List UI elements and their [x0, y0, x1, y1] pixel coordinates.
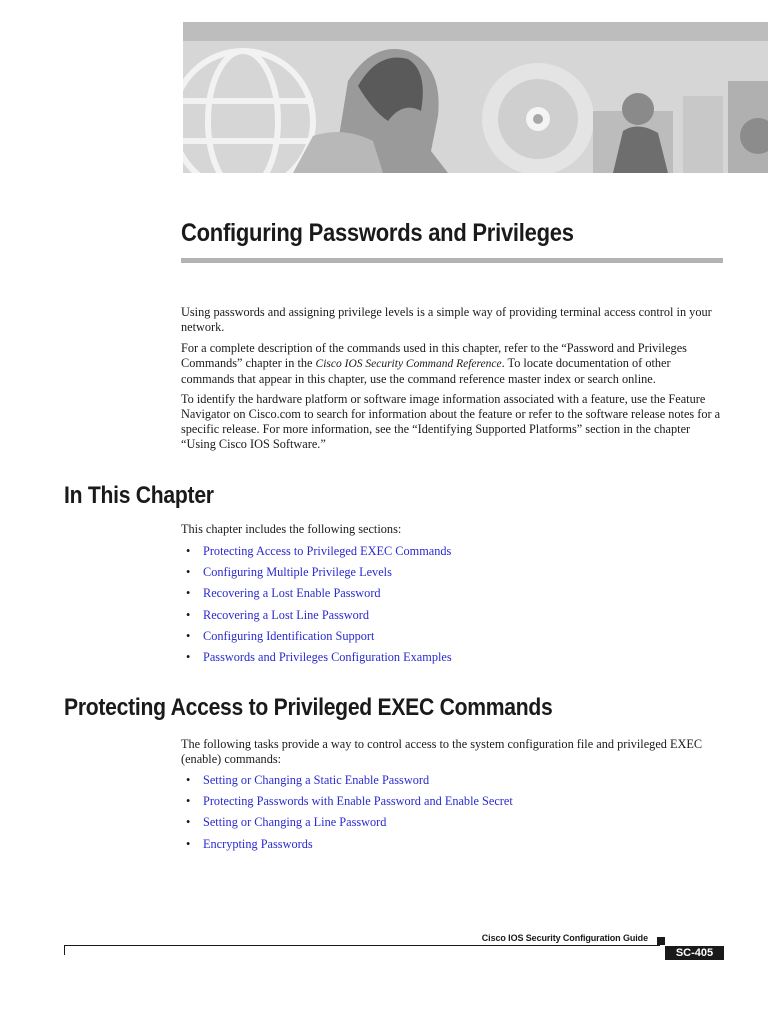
chapter-banner-image: [183, 22, 768, 173]
protecting-access-heading: Protecting Access to Privileged EXEC Commands: [64, 694, 553, 721]
list-item: [181, 565, 452, 586]
bullet-icon: •: [186, 586, 191, 601]
list-item: [181, 629, 452, 650]
intro-paragraph-1: Using passwords and assigning privilege levels is a simple way of providing terminal access control in your network.: [181, 305, 712, 334]
footer-guide-title: Cisco IOS Security Configuration Guide: [481, 933, 648, 943]
section-link[interactable]: Configuring Identification Support: [203, 628, 375, 643]
task-link[interactable]: Setting or Changing a Static Enable Password: [203, 773, 430, 787]
bullet-icon: •: [186, 836, 191, 851]
section-link[interactable]: Recovering a Lost Enable Password: [203, 586, 381, 601]
list-item: [181, 773, 513, 794]
bullet-icon: •: [186, 794, 191, 809]
section-link[interactable]: Recovering a Lost Line Password: [203, 607, 369, 622]
task-link[interactable]: Protecting Passwords with Enable Password and Enable Secret: [203, 794, 513, 809]
intro-p2-text-after: . To locate documentation of other commands that appear in this chapter, use the command reference master index or search online.: [181, 356, 671, 386]
banner-top-bar: [183, 22, 768, 41]
list-item: [181, 650, 452, 671]
in-this-chapter-lead: This chapter includes the following sections:: [181, 522, 402, 536]
list-item: [181, 544, 452, 565]
task-link[interactable]: Setting or Changing a Line Password: [203, 815, 387, 830]
bullet-icon: •: [186, 544, 191, 558]
list-item: [181, 794, 513, 815]
banner-illustration: [183, 41, 768, 173]
footer-marker-square: [657, 937, 665, 945]
page-number-badge: SC-405: [665, 946, 724, 960]
footer-rule-tick: [64, 945, 65, 955]
protecting-task-list: [181, 773, 513, 858]
bullet-icon: •: [186, 628, 191, 643]
bullet-icon: •: [186, 773, 191, 787]
footer-rule: [64, 945, 660, 946]
intro-paragraph-3: To identify the hardware platform or software image information associated with a feature, use the Feature Navigator on Cisco.com to search for information about the feature or refer to the software release notes for a specific release. For more information, see the “Identifying Supported Platforms” section in the chapter “Using Cisco IOS Software.”: [181, 392, 721, 451]
section-link[interactable]: Protecting Access to Privileged EXEC Commands: [203, 544, 452, 558]
task-link[interactable]: Encrypting Passwords: [203, 836, 313, 851]
list-item: [181, 608, 452, 629]
bullet-icon: •: [186, 815, 191, 830]
intro-paragraph-2: [181, 341, 723, 387]
list-item: [181, 837, 513, 858]
title-underline: [181, 258, 723, 263]
bullet-icon: •: [186, 565, 191, 580]
section-link[interactable]: Configuring Multiple Privilege Levels: [203, 565, 392, 580]
bullet-icon: •: [186, 649, 191, 664]
disc-graphic: [482, 63, 594, 173]
list-item: [181, 815, 513, 836]
in-this-chapter-heading: In This Chapter: [64, 482, 214, 509]
command-reference-title: Cisco IOS Security Command Reference: [315, 358, 502, 370]
list-item: [181, 586, 452, 607]
protecting-lead: The following tasks provide a way to control access to the system configuration file and privileged EXEC (enable) commands:: [181, 737, 703, 766]
intro-p2-text-before: For a complete description of the commands used in this chapter, refer to the “Password and Privileges Commands” chapter in the: [181, 341, 687, 370]
in-this-chapter-list: [181, 544, 452, 671]
section-link[interactable]: Passwords and Privileges Configuration Examples: [203, 649, 452, 664]
chapter-title: Configuring Passwords and Privileges: [181, 219, 574, 247]
bullet-icon: •: [186, 607, 191, 622]
